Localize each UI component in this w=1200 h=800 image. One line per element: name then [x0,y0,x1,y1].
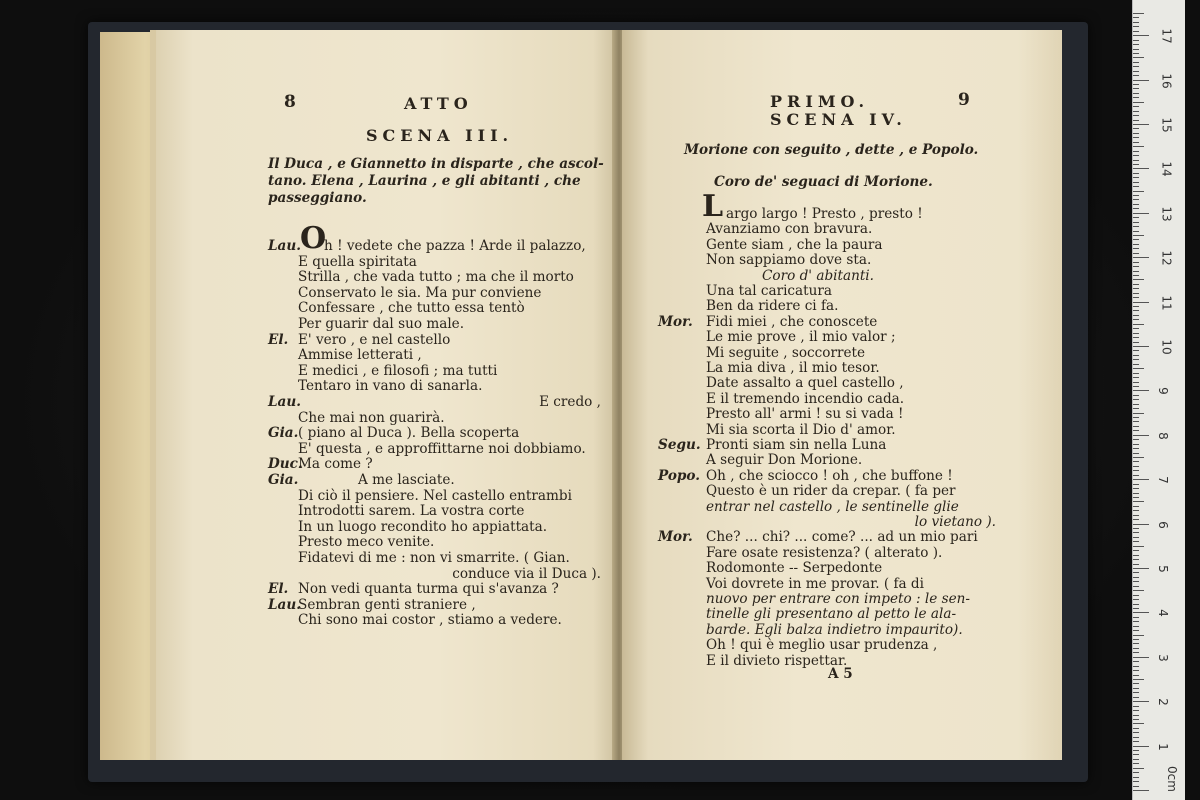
verse-line: A me lasciate. [358,472,455,488]
ruler-number: 11 [1159,294,1174,311]
drop-cap: L [702,189,724,224]
ruler-tick [1133,75,1139,76]
ruler-number: 14 [1159,161,1174,178]
stage-direction-line: passeggiano. [268,190,367,206]
verse-line: ( piano al Duca ). Bella scoperta [298,425,520,442]
verse-line: Gente siam , che la paura [706,236,883,253]
ruler-tick [1133,444,1139,445]
ruler-tick [1133,120,1139,121]
ruler-tick [1133,80,1149,81]
speaker-label: Popo. [658,467,700,484]
ruler-tick [1133,754,1139,755]
ruler-tick [1133,355,1139,356]
verse-line: Che? ... chi? ... come? ... ad un mio pari [706,529,978,546]
ruler-tick [1133,599,1139,600]
ruler-tick [1133,359,1139,360]
ruler-tick [1133,93,1139,94]
verse-line: Rodomonte -- Serpedonte [706,560,883,577]
verse-line: h ! vedete che pazza ! Arde il palazzo, [324,238,586,254]
verse-line: Non sappiamo dove sta. [706,252,872,269]
verse-line: Conservato le sia. Ma pur conviene [298,284,542,301]
verse-line: Sembran genti straniere , [298,596,476,613]
ruler-tick [1133,493,1139,494]
stage-direction-line: tano. Elena , Laurina , e gli abitanti , che [268,173,581,189]
verse-line: E' vero , e nel castello [298,331,451,348]
ruler-tick [1133,137,1139,138]
verse-line: Ma come ? [298,456,373,473]
ruler-tick [1133,346,1149,347]
verse-line: E il tremendo incendio cada. [706,390,905,407]
ruler-tick [1133,786,1139,787]
ruler-tick [1133,177,1139,178]
ruler-tick [1133,479,1149,480]
ruler-tick [1133,297,1139,298]
verse-line: Voi dovrete in me provar. ( fa di [706,575,924,592]
verse-line: Avanziamo con bravura. [706,221,873,238]
ruler-tick [1133,284,1139,285]
verse-line: Pronti siam sin nella Luna [706,437,887,453]
right-scene-title: SCENA IV. [770,110,907,129]
ruler-tick [1133,151,1139,152]
verse-line: Date assalto a quel castello , [706,375,904,392]
ruler-tick [1133,222,1139,223]
ruler-tick [1133,679,1144,680]
ruler-tick [1133,217,1139,218]
ruler-tick [1133,195,1139,196]
verse-line: Questo è un rider da crepar. ( fa per [706,483,956,500]
ruler-tick [1133,763,1139,764]
ruler-tick [1133,448,1139,449]
ruler-tick [1133,71,1139,72]
ruler-tick [1133,461,1139,462]
ruler-tick [1133,26,1139,27]
ruler-tick [1133,88,1139,89]
ruler-tick [1133,124,1149,125]
ruler-tick [1133,537,1139,538]
verse-line: Ammise letterati , [298,347,422,364]
ruler-tick [1133,324,1144,325]
verse-line: Di ciò il pensiere. Nel castello entrambi [298,487,572,504]
verse-line: Fidatevi di me : non vi smarrite. ( Gian. [298,550,570,566]
ruler-tick [1133,257,1149,258]
ruler-tick [1133,191,1144,192]
ruler-tick [1133,199,1139,200]
ruler-tick [1133,519,1139,520]
ruler-tick [1133,688,1139,689]
ruler-tick [1133,621,1139,622]
verse-line: E quella spiritata [298,253,417,270]
ruler-tick [1133,572,1139,573]
ruler-tick [1133,604,1139,605]
ruler-tick [1133,555,1139,556]
speaker-label: Duc. [268,456,303,473]
ruler-tick [1133,435,1149,436]
ruler-tick [1133,404,1139,405]
ruler-tick [1133,160,1139,161]
verse-line: E il divieto rispettar. [706,652,848,669]
ruler-tick [1133,17,1139,18]
stage-direction-line: Il Duca , e Giannetto in disparte , che ascol- [268,156,604,172]
ruler-tick [1133,364,1139,365]
ruler-tick [1133,692,1139,693]
speaker-label: Lau. [268,394,301,410]
ruler-tick [1133,719,1139,720]
ruler-tick [1133,439,1139,440]
verse-line: Introdotti sarem. La vostra corte [298,503,525,520]
ruler-tick [1133,457,1144,458]
ruler-tick [1133,417,1139,418]
ruler-tick [1133,497,1139,498]
verse-line: Una tal caricatura [706,283,832,299]
ruler-tick [1133,368,1144,369]
ruler-tick [1133,142,1139,143]
ruler-tick [1133,524,1149,525]
ruler-tick [1133,750,1139,751]
ruler-tick [1133,515,1139,516]
ruler-tick [1133,746,1149,747]
ruler-tick [1133,302,1149,303]
ruler-tick [1133,470,1139,471]
ruler-tick [1133,168,1149,169]
ruler-tick [1133,639,1139,640]
ruler-tick [1133,626,1139,627]
ruler-tick [1133,266,1139,267]
verse-line: lo vietano ). [914,514,996,530]
ruler-number: 5 [1155,565,1170,573]
ruler-tick [1133,293,1139,294]
ruler-tick [1133,528,1139,529]
ruler-unit-label: 0cm [1164,766,1179,792]
ruler-number: 9 [1155,387,1170,396]
verse-line: Fare osate resistenza? ( alterato ). [706,544,943,561]
speaker-label: Gia. [268,472,299,488]
verse-line: A seguir Don Morione. [706,452,863,469]
verse-line: barde. Egli balza indietro impaurito). [706,621,963,638]
ruler-tick [1133,390,1149,391]
ruler-number: 1 [1155,742,1170,751]
ruler-tick [1133,106,1139,107]
drop-cap: O [300,221,327,256]
ruler-tick [1133,306,1139,307]
ruler-tick [1133,741,1139,742]
ruler-tick [1133,395,1139,396]
ruler-tick [1133,732,1139,733]
ruler-number: 12 [1159,250,1174,266]
right-running-head: PRIMO. [770,92,870,111]
ruler-tick [1133,506,1139,507]
verse-line: E' questa , e approffittarne noi dobbiamo. [298,440,586,457]
ruler-tick [1133,399,1139,400]
verse-line: entrar nel castello , le sentinelle glie [706,498,959,515]
ruler-tick [1133,430,1139,431]
ruler-tick [1133,723,1144,724]
ruler-tick [1133,319,1139,320]
verse-line: E medici , e filosofi ; ma tutti [298,362,498,379]
ruler-tick [1133,22,1139,23]
ruler-tick [1133,635,1144,636]
ruler-tick [1133,155,1139,156]
verse-line: nuovo per entrare con impeto : le sen- [706,591,970,607]
ruler-tick [1133,337,1139,338]
ruler-tick [1133,421,1139,422]
verse-line: E credo , [539,394,601,410]
ruler-tick [1133,568,1149,569]
ruler-tick [1133,271,1139,272]
ruler-tick [1133,213,1149,214]
ruler-tick [1133,204,1139,205]
ruler-tick [1133,559,1139,560]
ruler-tick [1133,262,1139,263]
ruler-tick [1133,97,1139,98]
ruler-tick [1133,577,1139,578]
ruler-number: 15 [1159,117,1174,133]
chorus-heading: Coro de' seguaci di Morione. [714,174,933,190]
signature-mark: A 5 [828,666,853,682]
verse-line: Oh ! qui è meglio usar prudenza , [706,637,938,654]
ruler-tick [1133,382,1139,383]
verse-line: Tentaro in vano di sanarla. [298,378,483,395]
ruler-tick [1133,164,1139,165]
ruler-tick [1133,612,1149,613]
speaker-label: Mor. [658,529,693,546]
ruler-tick [1133,581,1139,582]
verse-line: conduce via il Duca ). [452,565,601,582]
ruler-tick [1133,706,1139,707]
ruler-tick [1133,84,1139,85]
ruler-tick [1133,173,1139,174]
ruler-tick [1133,701,1149,702]
ruler-tick [1133,350,1139,351]
ruler-tick [1133,426,1139,427]
ruler-tick [1133,781,1139,782]
ruler-tick [1133,115,1139,116]
ruler-tick [1133,510,1139,511]
ruler-tick [1133,342,1139,343]
ruler-tick [1133,377,1139,378]
verse-line: Per guarir dal suo male. [298,316,465,332]
verse-line: Coro d' abitanti. [762,267,874,284]
ruler-number: 16 [1159,72,1174,89]
verse-line: Non vedi quanta turma qui s'avanza ? [298,581,559,598]
ruler-tick [1133,40,1139,41]
verse-line: Mi seguite , soccorrete [706,344,866,361]
ruler-tick [1133,453,1139,454]
ruler-tick [1133,737,1139,738]
left-page [150,30,621,760]
ruler-tick [1133,231,1139,232]
ruler-number: 3 [1155,653,1170,662]
verse-line: argo largo ! Presto , presto ! [726,206,923,222]
ruler-number: 7 [1155,476,1170,485]
ruler-tick [1133,777,1139,778]
verse-line: Fidi miei , che conoscete [706,313,878,330]
ruler-tick [1133,128,1139,129]
verse-line: Le mie prove , il mio valor ; [706,329,896,346]
ruler-tick [1133,239,1139,240]
verse-line: Oh , che sciocco ! oh , che buffone ! [706,467,953,484]
ruler-tick [1133,13,1144,14]
ruler-tick [1133,186,1139,187]
ruler-tick [1133,235,1144,236]
ruler-tick [1133,146,1144,147]
ruler-tick [1133,288,1139,289]
speaker-label: Lau. [268,238,301,254]
ruler-tick [1133,488,1139,489]
ruler-tick [1133,413,1144,414]
left-running-head: ATTO [404,94,473,113]
ruler-tick [1133,630,1139,631]
ruler-tick [1133,62,1139,63]
speaker-label: El. [268,331,289,348]
verse-line: Confessare , che tutto essa tentò [298,300,525,317]
ruler-tick [1133,182,1139,183]
ruler-tick [1133,586,1139,587]
verse-line: Mi sia scorta il Dio d' amor. [706,421,896,438]
speaker-label: Gia. [268,425,299,442]
ruler-tick [1133,710,1139,711]
ruler-tick [1133,44,1139,45]
ruler-tick [1133,683,1139,684]
ruler-tick [1133,408,1139,409]
right-page [622,30,1062,760]
ruler-tick [1133,617,1139,618]
ruler-tick [1133,133,1139,134]
ruler-tick [1133,333,1139,334]
ruler-tick [1133,315,1139,316]
ruler-tick [1133,111,1139,112]
ruler-tick [1133,546,1144,547]
ruler-tick [1133,484,1139,485]
verse-line: Presto meco venite. [298,534,435,551]
ruler-tick [1133,208,1139,209]
ruler-tick [1133,772,1139,773]
verse-line: Strilla , che vada tutto ; ma che il morto [298,269,574,286]
ruler-tick [1133,657,1149,658]
ruler-tick [1133,550,1139,551]
ruler-tick [1133,57,1144,58]
speaker-label: Mor. [658,313,693,330]
ruler-number: 10 [1159,339,1174,355]
ruler-tick [1133,248,1139,249]
ruler-tick [1133,666,1139,667]
left-scene-title: SCENA III. [366,126,514,145]
ruler-number: 4 [1155,609,1170,618]
ruler-tick [1133,768,1144,769]
right-page-number: 9 [958,90,970,110]
ruler-tick [1133,541,1139,542]
ruler-tick [1133,759,1139,760]
verse-line: Che mai non guarirà. [298,409,445,426]
ruler-tick [1133,675,1139,676]
ruler-tick [1133,643,1139,644]
right-stage-direction: Morione con seguito , dette , e Popolo. [684,142,979,158]
ruler-tick [1133,102,1144,103]
verse-line: tinelle gli presentano al petto le ala- [706,606,957,623]
ruler-tick [1133,373,1139,374]
ruler-tick [1133,244,1139,245]
ruler-number: 17 [1159,28,1174,44]
ruler-tick [1133,310,1139,311]
ruler-tick [1133,466,1139,467]
ruler-tick [1133,275,1139,276]
ruler-tick [1133,728,1139,729]
ruler-tick [1133,697,1139,698]
ruler-tick [1133,648,1139,649]
ruler-tick [1133,608,1139,609]
ruler-tick [1133,532,1139,533]
ruler-tick [1133,715,1139,716]
ruler-number: 13 [1159,206,1174,222]
ruler-tick [1133,35,1149,36]
ruler-tick [1133,253,1139,254]
ruler-tick [1133,226,1139,227]
left-page-number: 8 [284,92,296,112]
ruler-tick [1133,53,1139,54]
ruler-tick [1133,590,1144,591]
verse-line: Ben da ridere ci fa. [706,298,839,315]
ruler-tick [1133,49,1139,50]
ruler-number: 2 [1155,698,1170,707]
verse-line: Chi sono mai costor , stiamo a vedere. [298,612,562,629]
ruler-tick [1133,386,1139,387]
ruler-tick [1133,501,1144,502]
ruler-tick [1133,790,1149,791]
ruler-tick [1133,475,1139,476]
ruler-number: 6 [1155,520,1170,529]
ruler-tick [1133,670,1139,671]
speaker-label: El. [268,581,289,598]
speaker-label: Lau. [268,596,301,613]
ruler-tick [1133,279,1144,280]
verse-line: In un luogo recondito ho appiattata. [298,518,548,535]
speaker-label: Segu. [658,437,701,453]
verse-line: Presto all' armi ! su si vada ! [706,406,904,423]
ruler-tick [1133,31,1139,32]
measurement-ruler [1132,0,1185,800]
ruler-tick [1133,652,1139,653]
ruler-tick [1133,595,1139,596]
verse-line: La mia diva , il mio tesor. [706,360,880,376]
ruler-tick [1133,66,1139,67]
ruler-number: 8 [1155,431,1170,440]
ruler-tick [1133,328,1139,329]
ruler-tick [1133,661,1139,662]
ruler-tick [1133,564,1139,565]
